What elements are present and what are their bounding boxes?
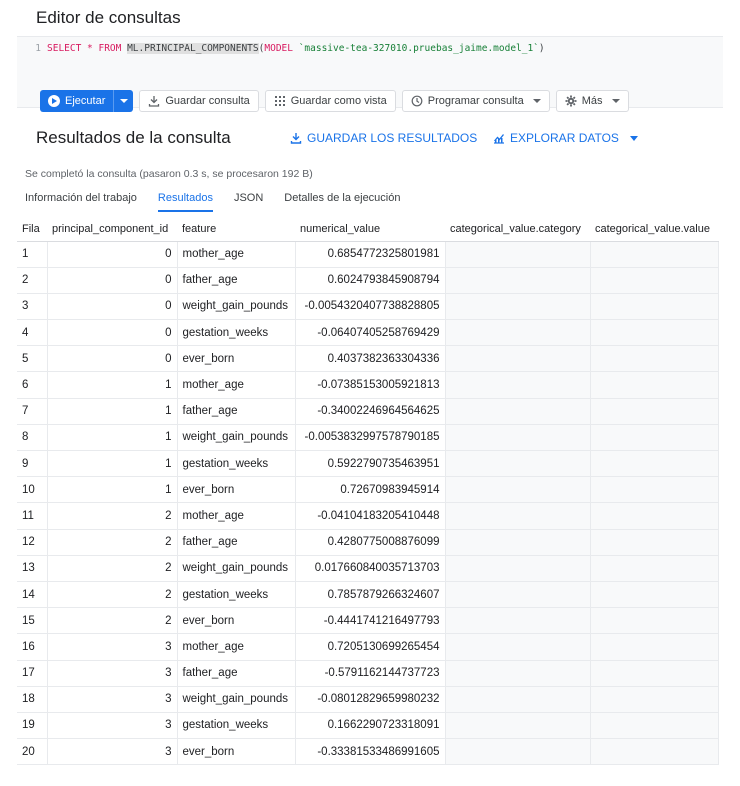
run-label: Ejecutar [65, 95, 106, 107]
category-cell [445, 608, 590, 634]
row-number-cell: 20 [17, 739, 47, 765]
table-row[interactable] [17, 660, 718, 686]
component-id-cell: 1 [47, 451, 177, 477]
save-results-label: GUARDAR LOS RESULTADOS [307, 131, 478, 145]
table-row[interactable] [17, 293, 718, 319]
save-query-button[interactable] [139, 90, 258, 112]
row-number-cell: 13 [17, 555, 47, 581]
value-cell [590, 555, 718, 581]
save-icon [148, 95, 160, 107]
numerical-value-cell: -0.08012829659980232 [295, 686, 445, 712]
chevron-down-icon [120, 99, 128, 103]
component-id-cell: 2 [47, 503, 177, 529]
component-id-cell: 3 [47, 634, 177, 660]
run-button[interactable] [40, 90, 113, 112]
feature-cell: father_age [177, 267, 295, 293]
table-row[interactable] [17, 739, 718, 765]
tab-results[interactable]: Resultados [158, 192, 213, 212]
run-button-group [40, 90, 133, 112]
save-results-button[interactable] [290, 131, 477, 145]
numerical-value-cell: 0.7205130699265454 [295, 634, 445, 660]
value-cell [590, 320, 718, 346]
feature-cell: father_age [177, 529, 295, 555]
row-number-cell: 19 [17, 712, 47, 738]
feature-cell: gestation_weeks [177, 451, 295, 477]
value-cell [590, 581, 718, 607]
feature-cell: weight_gain_pounds [177, 686, 295, 712]
row-number-cell: 14 [17, 581, 47, 607]
numerical-value-cell: -0.0054320407738828805 [295, 293, 445, 319]
table-row[interactable] [17, 503, 718, 529]
value-cell [590, 451, 718, 477]
table-header-row [17, 218, 718, 241]
value-cell [590, 398, 718, 424]
chevron-down-icon [630, 136, 638, 141]
value-cell [590, 372, 718, 398]
component-id-cell: 3 [47, 686, 177, 712]
table-row[interactable] [17, 608, 718, 634]
feature-cell: ever_born [177, 477, 295, 503]
value-cell [590, 503, 718, 529]
component-id-cell: 0 [47, 293, 177, 319]
component-id-cell: 0 [47, 346, 177, 372]
feature-cell: mother_age [177, 372, 295, 398]
category-cell [445, 712, 590, 738]
download-icon [290, 132, 302, 144]
table-row[interactable] [17, 346, 718, 372]
numerical-value-cell: -0.34002246964564625 [295, 398, 445, 424]
column-header-component-id: principal_component_id [47, 218, 177, 241]
row-number-cell: 9 [17, 451, 47, 477]
table-row[interactable] [17, 712, 718, 738]
tab-json[interactable]: JSON [233, 192, 264, 204]
value-cell [590, 346, 718, 372]
save-query-label: Guardar consulta [165, 95, 250, 107]
row-number-cell: 17 [17, 660, 47, 686]
explore-data-label: EXPLORAR DATOS [510, 131, 619, 145]
chevron-down-icon [612, 99, 620, 103]
results-title: Resultados de la consulta [36, 128, 231, 147]
feature-cell: gestation_weeks [177, 581, 295, 607]
table-row[interactable] [17, 581, 718, 607]
component-id-cell: 2 [47, 529, 177, 555]
category-cell [445, 529, 590, 555]
table-row[interactable] [17, 477, 718, 503]
clock-icon [411, 95, 423, 107]
numerical-value-cell: -0.33381533486991605 [295, 739, 445, 765]
component-id-cell: 2 [47, 608, 177, 634]
value-cell [590, 477, 718, 503]
more-button[interactable] [556, 90, 629, 112]
category-cell [445, 477, 590, 503]
feature-cell: weight_gain_pounds [177, 293, 295, 319]
component-id-cell: 0 [47, 241, 177, 267]
status-text: Se completó la consulta (pasaron 0.3 s, se procesaron 192 B) [25, 168, 313, 180]
query-toolbar [40, 90, 629, 112]
category-cell [445, 660, 590, 686]
numerical-value-cell: -0.5791162144737723 [295, 660, 445, 686]
category-cell [445, 503, 590, 529]
value-cell [590, 608, 718, 634]
category-cell [445, 581, 590, 607]
row-number-cell: 7 [17, 398, 47, 424]
numerical-value-cell: -0.04104183205410448 [295, 503, 445, 529]
schedule-query-label: Programar consulta [427, 95, 524, 107]
column-header-feature: feature [177, 218, 295, 241]
table-row[interactable] [17, 241, 718, 267]
component-id-cell: 1 [47, 424, 177, 450]
row-number-cell: 8 [17, 424, 47, 450]
results-table [17, 218, 719, 765]
feature-cell: gestation_weeks [177, 712, 295, 738]
feature-cell: weight_gain_pounds [177, 555, 295, 581]
value-cell [590, 267, 718, 293]
table-row[interactable] [17, 267, 718, 293]
row-number-cell: 12 [17, 529, 47, 555]
code-line-1[interactable] [17, 43, 723, 57]
row-number-cell: 1 [17, 241, 47, 267]
chevron-down-icon [533, 99, 541, 103]
component-id-cell: 3 [47, 712, 177, 738]
numerical-value-cell: -0.07385153005921813 [295, 372, 445, 398]
explore-data-button[interactable] [493, 131, 638, 145]
component-id-cell: 3 [47, 739, 177, 765]
schedule-query-button[interactable] [402, 90, 550, 112]
numerical-value-cell: 0.4037382363304336 [295, 346, 445, 372]
feature-cell: ever_born [177, 346, 295, 372]
category-cell [445, 398, 590, 424]
row-number-cell: 3 [17, 293, 47, 319]
feature-cell: father_age [177, 398, 295, 424]
feature-cell: mother_age [177, 634, 295, 660]
sql-select: SELECT * FROM [47, 43, 128, 54]
category-cell [445, 346, 590, 372]
row-number-cell: 6 [17, 372, 47, 398]
numerical-value-cell: 0.6854772325801981 [295, 241, 445, 267]
component-id-cell: 0 [47, 320, 177, 346]
play-circle-icon [48, 95, 60, 107]
numerical-value-cell: 0.1662290723318091 [295, 712, 445, 738]
save-view-button[interactable] [265, 90, 396, 112]
save-view-label: Guardar como vista [290, 95, 387, 107]
tab-execution-details[interactable]: Detalles de la ejecución [284, 192, 401, 204]
table-row[interactable] [17, 398, 718, 424]
value-cell [590, 293, 718, 319]
table-row[interactable] [17, 372, 718, 398]
feature-cell: ever_born [177, 739, 295, 765]
chart-icon [493, 132, 505, 144]
numerical-value-cell: 0.7857879266324607 [295, 581, 445, 607]
sql-function: ML.PRINCIPAL_COMPONENTS [127, 43, 259, 54]
numerical-value-cell: -0.4441741216497793 [295, 608, 445, 634]
value-cell [590, 660, 718, 686]
editor-title: Editor de consultas [36, 8, 181, 27]
table-row[interactable] [17, 451, 718, 477]
feature-cell: mother_age [177, 503, 295, 529]
value-cell [590, 634, 718, 660]
component-id-cell: 3 [47, 660, 177, 686]
feature-cell: father_age [177, 660, 295, 686]
numerical-value-cell: 0.4280775008876099 [295, 529, 445, 555]
category-cell [445, 372, 590, 398]
table-row[interactable] [17, 424, 718, 450]
table-row[interactable] [17, 555, 718, 581]
row-number-cell: 18 [17, 686, 47, 712]
value-cell [590, 686, 718, 712]
category-cell [445, 739, 590, 765]
row-number-cell: 15 [17, 608, 47, 634]
row-number-cell: 11 [17, 503, 47, 529]
value-cell [590, 739, 718, 765]
sql-close-paren: ) [538, 43, 545, 54]
component-id-cell: 1 [47, 372, 177, 398]
sql-open-paren: ( [258, 43, 265, 54]
row-number-cell: 5 [17, 346, 47, 372]
category-cell [445, 424, 590, 450]
numerical-value-cell: 0.72670983945914 [295, 477, 445, 503]
component-id-cell: 2 [47, 555, 177, 581]
table-row[interactable] [17, 634, 718, 660]
feature-cell: ever_born [177, 608, 295, 634]
category-cell [445, 320, 590, 346]
value-cell [590, 529, 718, 555]
sql-model-keyword: MODEL [264, 43, 299, 54]
numerical-value-cell: 0.6024793845908794 [295, 267, 445, 293]
component-id-cell: 2 [47, 581, 177, 607]
row-number-cell: 4 [17, 320, 47, 346]
table-row[interactable] [17, 686, 718, 712]
numerical-value-cell: -0.0053832997578790185 [295, 424, 445, 450]
category-cell [445, 555, 590, 581]
column-header-row: Fila [17, 218, 47, 241]
value-cell [590, 712, 718, 738]
feature-cell: mother_age [177, 241, 295, 267]
results-tabs [25, 192, 421, 212]
row-number-cell: 2 [17, 267, 47, 293]
sql-model-path: `massive-tea-327010.pruebas_jaime.model_1` [298, 43, 539, 54]
category-cell [445, 241, 590, 267]
numerical-value-cell: 0.017660840035713703 [295, 555, 445, 581]
category-cell [445, 686, 590, 712]
tab-job-info[interactable]: Información del trabajo [25, 192, 137, 204]
row-number-cell: 10 [17, 477, 47, 503]
value-cell [590, 241, 718, 267]
table-row[interactable] [17, 529, 718, 555]
line-number: 1 [35, 43, 41, 54]
column-header-numerical-value: numerical_value [295, 218, 445, 241]
more-label: Más [581, 95, 603, 107]
feature-cell: gestation_weeks [177, 320, 295, 346]
column-header-category: categorical_value.category [445, 218, 590, 241]
category-cell [445, 267, 590, 293]
gear-icon [565, 95, 577, 107]
category-cell [445, 451, 590, 477]
value-cell [590, 424, 718, 450]
category-cell [445, 634, 590, 660]
column-header-value: categorical_value.value [590, 218, 718, 241]
feature-cell: weight_gain_pounds [177, 424, 295, 450]
component-id-cell: 0 [47, 267, 177, 293]
category-cell [445, 293, 590, 319]
component-id-cell: 1 [47, 477, 177, 503]
numerical-value-cell: -0.06407405258769429 [295, 320, 445, 346]
table-row[interactable] [17, 320, 718, 346]
view-grid-icon [274, 95, 286, 107]
numerical-value-cell: 0.5922790735463951 [295, 451, 445, 477]
component-id-cell: 1 [47, 398, 177, 424]
row-number-cell: 16 [17, 634, 47, 660]
run-options-dropdown[interactable] [113, 90, 133, 112]
